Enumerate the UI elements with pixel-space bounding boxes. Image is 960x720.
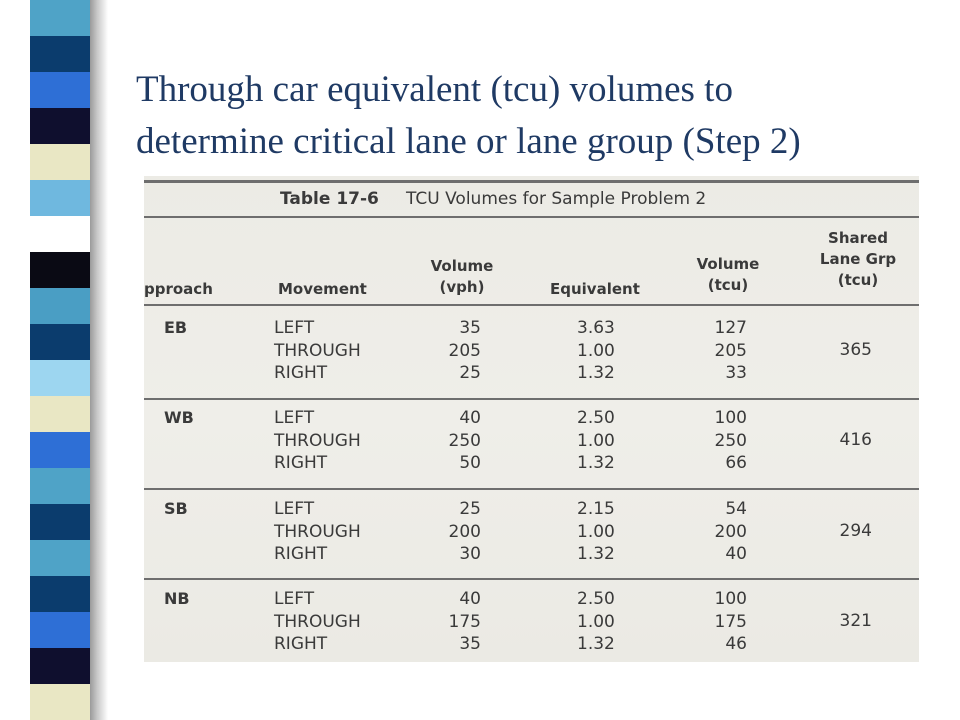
header-volume-tcu: Volume (tcu) [696, 255, 760, 294]
stripe-block [30, 396, 90, 432]
stripe-block [30, 540, 90, 576]
header-approach: pproach [144, 280, 213, 298]
volume-tcu-cell: 54 200 40 [714, 499, 747, 565]
slide-title-line-1: Through car equivalent (tcu) volumes to [136, 69, 733, 110]
caption-rule [144, 216, 919, 218]
movement-cell: LEFT THROUGH RIGHT [274, 499, 361, 565]
stripe-shadow [90, 0, 108, 720]
decorative-stripe [30, 0, 90, 720]
table-group-nb [144, 588, 919, 662]
shared-lane-group-cell: 294 [839, 521, 872, 541]
shared-lane-group-cell: 365 [839, 340, 872, 360]
table-number: Table 17-6 [280, 189, 379, 209]
volume-tcu-cell: 100 250 66 [714, 408, 747, 474]
movement-cell: LEFT THROUGH RIGHT [274, 408, 361, 474]
table-group-sb [144, 498, 919, 576]
stripe-block [30, 144, 90, 180]
stripe-block [30, 216, 90, 252]
stripe-block [30, 432, 90, 468]
header-shared-lane-group: Shared Lane Grp (tcu) [819, 229, 897, 289]
header-equivalent: Equivalent [550, 280, 640, 298]
header-rule [144, 304, 919, 306]
slide-title [136, 64, 936, 168]
volume-vph-cell: 40 175 35 [448, 589, 481, 655]
stripe-block [30, 576, 90, 612]
volume-vph-cell: 35 205 25 [448, 318, 481, 384]
movement-cell: LEFT THROUGH RIGHT [274, 318, 361, 384]
stripe-block [30, 252, 90, 288]
approach-label: WB [164, 408, 194, 427]
table-group-wb [144, 407, 919, 485]
stripe-block [30, 36, 90, 72]
slide-title-line-2: determine critical lane or lane group (Step 2) [136, 120, 801, 162]
equivalent-cell: 2.15 1.00 1.32 [577, 499, 615, 565]
header-volume-vph: Volume (vph) [430, 257, 494, 296]
scanned-table [144, 176, 919, 662]
table-group-eb [144, 317, 919, 395]
approach-label: SB [164, 499, 188, 518]
volume-tcu-cell: 100 175 46 [714, 589, 747, 655]
stripe-block [30, 612, 90, 648]
stripe-block [30, 684, 90, 720]
top-rule [144, 180, 919, 183]
stripe-block [30, 468, 90, 504]
group-rule [144, 488, 919, 490]
group-rule [144, 398, 919, 400]
volume-tcu-cell: 127 205 33 [714, 318, 747, 384]
stripe-block [30, 324, 90, 360]
movement-cell: LEFT THROUGH RIGHT [274, 589, 361, 655]
stripe-block [30, 504, 90, 540]
stripe-block [30, 648, 90, 684]
shared-lane-group-cell: 321 [839, 611, 872, 631]
stripe-block [30, 108, 90, 144]
volume-vph-cell: 25 200 30 [448, 499, 481, 565]
volume-vph-cell: 40 250 50 [448, 408, 481, 474]
stripe-block [30, 180, 90, 216]
approach-label: NB [164, 589, 190, 608]
stripe-block [30, 0, 90, 36]
stripe-block [30, 360, 90, 396]
equivalent-cell: 2.50 1.00 1.32 [577, 589, 615, 655]
group-rule [144, 578, 919, 580]
stripe-block [30, 72, 90, 108]
stripe-block [30, 288, 90, 324]
table-caption: TCU Volumes for Sample Problem 2 [406, 189, 707, 209]
header-movement: Movement [278, 280, 367, 298]
equivalent-cell: 2.50 1.00 1.32 [577, 408, 615, 474]
approach-label: EB [164, 318, 188, 337]
shared-lane-group-cell: 416 [839, 430, 872, 450]
equivalent-cell: 3.63 1.00 1.32 [577, 318, 615, 384]
